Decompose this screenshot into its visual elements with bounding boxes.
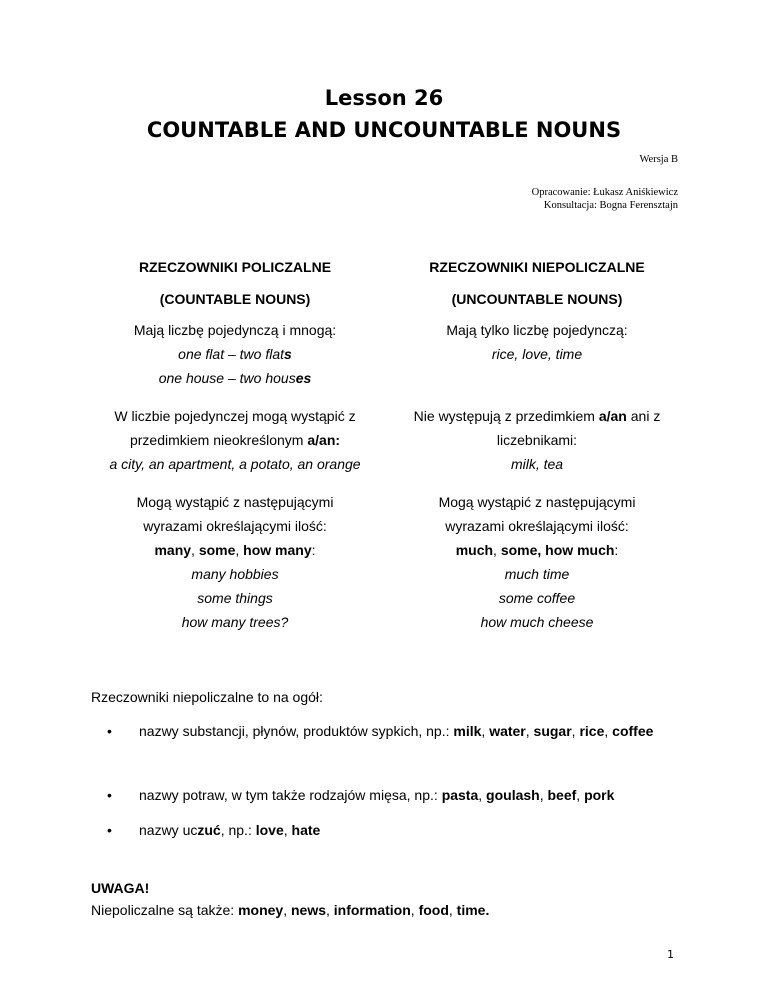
keyword: much <box>455 542 494 558</box>
keyword: pasta <box>441 787 479 803</box>
uncountable-intro: Rzeczowniki niepoliczalne to na ogół: <box>91 689 323 705</box>
uncountable-quantifier-example: much time <box>504 566 570 582</box>
bullet-description: , np.: <box>220 822 256 838</box>
keyword: goulash <box>486 787 540 803</box>
article-keyword: a/an <box>598 408 627 424</box>
countable-quantifier-keywords <box>85 538 385 562</box>
uncountable-quantifier-example: how much cheese <box>480 614 594 630</box>
countable-column <box>85 255 385 311</box>
keyword: milk <box>453 723 482 739</box>
version-label: Wersja B <box>639 154 678 165</box>
uncountable-article-rule-line2: liczebnikami: <box>496 432 578 448</box>
uncountable-heading: RZECZOWNIKI NIEPOLICZALNE <box>429 259 645 275</box>
countable-section-article <box>85 404 385 476</box>
uncountable-article-rule-line1 <box>387 404 687 428</box>
keyword: water <box>489 723 526 739</box>
note-heading: UWAGA! <box>91 880 150 896</box>
rule-text: Nie występują z przedimkiem <box>413 408 599 424</box>
separator: , <box>576 787 585 803</box>
bullet-text <box>139 818 679 842</box>
article-keyword: a/an: <box>307 432 341 448</box>
keyword: food <box>418 902 449 918</box>
page-title: COUNTABLE AND UNCOUNTABLE NOUNS <box>146 118 622 142</box>
separator: , <box>191 542 199 558</box>
keyword: hate <box>291 822 321 838</box>
example-text: one flat – two flat <box>178 346 285 362</box>
uncountable-section-number <box>387 318 687 366</box>
example-text: one house – two hous <box>158 370 296 386</box>
countable-article-example: a city, an apartment, a potato, an orange <box>109 456 361 472</box>
bullet-description: nazwy uc <box>139 822 198 838</box>
bullet-icon: • <box>107 822 112 838</box>
separator: : <box>311 542 316 558</box>
keyword: rice <box>579 723 605 739</box>
keyword: money <box>238 902 284 918</box>
bullet-icon: • <box>107 787 112 803</box>
separator: , <box>539 787 548 803</box>
note-text <box>91 898 489 922</box>
uncountable-example: rice, love, time <box>491 346 583 362</box>
separator: , <box>571 723 580 739</box>
keyword: love <box>255 822 284 838</box>
uncountable-section-quantifiers <box>387 490 687 634</box>
countable-example <box>85 366 385 390</box>
keyword: how many <box>243 542 312 558</box>
countable-section-quantifiers <box>85 490 385 634</box>
bullet-text <box>139 783 679 807</box>
separator: , <box>410 902 419 918</box>
keyword: news <box>290 902 326 918</box>
countable-section-number <box>85 318 385 390</box>
lesson-number: Lesson 26 <box>324 86 444 110</box>
uncountable-subheading: (UNCOUNTABLE NOUNS) <box>451 291 623 307</box>
separator: , <box>493 542 501 558</box>
keyword: coffee <box>612 723 654 739</box>
countable-quantifier-rule-line1: Mogą wystąpić z następującymi <box>136 494 334 510</box>
separator: , <box>326 902 334 918</box>
separator: , <box>283 902 291 918</box>
keyword: some, how much <box>500 542 615 558</box>
bullet-description-bold: zuć <box>197 822 221 838</box>
separator: , <box>448 902 457 918</box>
uncountable-section-article <box>387 404 687 476</box>
uncountable-quantifier-keywords <box>387 538 687 562</box>
separator: : <box>614 542 619 558</box>
keyword: information <box>333 902 411 918</box>
countable-heading: RZECZOWNIKI POLICZALNE <box>138 259 332 275</box>
uncountable-number-rule: Mają tylko liczbę pojedynczą: <box>446 322 628 338</box>
rule-text: ani z <box>626 408 661 424</box>
keyword: some <box>198 542 236 558</box>
countable-quantifier-rule-line2: wyrazami określającymi ilość: <box>143 518 327 534</box>
author-credit: Opracowanie: Łukasz Aniśkiewicz <box>531 187 678 198</box>
countable-quantifier-example: many hobbies <box>191 566 279 582</box>
plural-ending: s <box>284 346 292 362</box>
uncountable-column <box>387 255 687 311</box>
separator: , <box>525 723 534 739</box>
page-number: 1 <box>667 948 674 961</box>
countable-subheading: (COUNTABLE NOUNS) <box>159 291 311 307</box>
separator: , <box>481 723 490 739</box>
keyword: sugar <box>533 723 572 739</box>
uncountable-quantifier-rule-line2: wyrazami określającymi ilość: <box>445 518 629 534</box>
rule-text: przedimkiem nieokreślonym <box>129 432 308 448</box>
separator: , <box>235 542 244 558</box>
uncountable-article-example: milk, tea <box>510 456 564 472</box>
bullet-description: nazwy substancji, płynów, produktów sypkich, np.: <box>139 723 454 739</box>
bullet-description: nazwy potraw, w tym także rodzajów mięsa, np.: <box>139 787 442 803</box>
bullet-icon: • <box>107 723 112 739</box>
countable-quantifier-example: some things <box>197 590 273 606</box>
countable-number-rule: Mają liczbę pojedynczą i mnogą: <box>133 322 337 338</box>
bullet-text <box>139 719 679 743</box>
plural-ending: es <box>295 370 312 386</box>
countable-example <box>85 342 385 366</box>
separator: , <box>604 723 613 739</box>
keyword: pork <box>584 787 615 803</box>
uncountable-quantifier-rule-line1: Mogą wystąpić z następującymi <box>438 494 636 510</box>
uncountable-quantifier-example: some coffee <box>498 590 576 606</box>
countable-article-rule-line1: W liczbie pojedynczej mogą wystąpić z <box>114 408 356 424</box>
separator: , <box>283 822 292 838</box>
consultant-credit: Konsultacja: Bogna Ferensztajn <box>543 200 678 211</box>
countable-quantifier-example: how many trees? <box>181 614 289 630</box>
separator: , <box>478 787 487 803</box>
keyword: many <box>154 542 192 558</box>
keyword: time. <box>456 902 490 918</box>
keyword: beef <box>547 787 577 803</box>
countable-article-rule-line2 <box>85 428 385 452</box>
note-description: Niepoliczalne są także: <box>91 902 239 918</box>
